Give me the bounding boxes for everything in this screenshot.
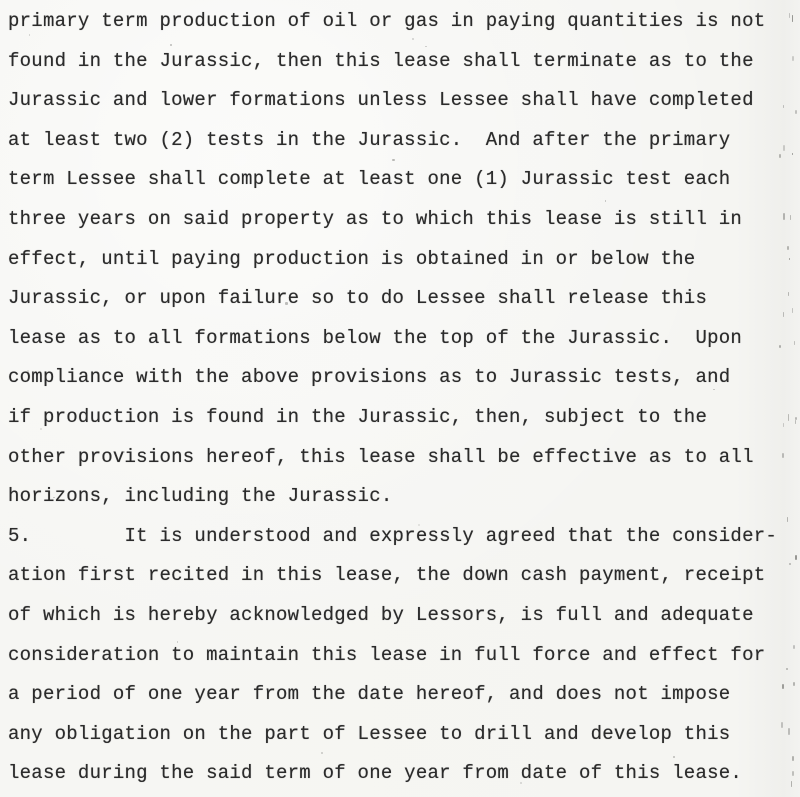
paper-speck (285, 302, 287, 305)
text-line: primary term production of oil or gas in paying quantities is not (8, 10, 766, 32)
paper-speck (412, 38, 414, 40)
paper-speck (392, 159, 394, 161)
scan-speck (789, 258, 790, 261)
paper-speck (53, 497, 55, 498)
scan-speck (795, 110, 797, 114)
scan-speck (791, 781, 792, 786)
text-line: consideration to maintain this lease in full force and effect for (8, 643, 766, 666)
text-line: term Lessee shall complete at least one (1) Jurassic test each (8, 168, 731, 191)
scan-speck (790, 215, 791, 220)
paper-speck (605, 200, 606, 202)
text-line: 5. It is understood and expressly agreed that the consider- (8, 524, 778, 547)
text-line: Jurassic, or upon failure so to do Lessee shall release this (8, 287, 708, 310)
text-line: found in the Jurassic, then this lease shall terminate as to the (8, 49, 754, 72)
text-lines (8, 2, 786, 794)
scan-speck (792, 771, 794, 776)
paper-speck (418, 524, 420, 526)
text-line: ation first recited in this lease, the down cash payment, receipt (8, 564, 766, 587)
scan-speck (788, 292, 789, 296)
scan-speck (789, 13, 790, 18)
text-line: three years on said property as to which this lease is still in (8, 207, 743, 230)
paper-speck (170, 44, 172, 46)
scan-speck (787, 517, 788, 521)
scan-speck (786, 668, 788, 670)
text-line: if production is found in the Jurassic, then, subject to the (8, 405, 708, 428)
text-line: lease as to all formations below the top of the Jurassic. Upon (8, 326, 743, 349)
scan-speck (792, 153, 793, 156)
scan-speck (795, 420, 796, 424)
text-line: any obligation on the part of Lessee to drill and develop this (8, 722, 731, 745)
scan-speck (787, 246, 788, 250)
scan-speck (789, 563, 791, 565)
paper-speck (268, 495, 270, 498)
paper-speck (673, 756, 675, 758)
scan-speck (795, 417, 797, 420)
scan-speck (792, 56, 794, 61)
text-line: effect, until paying production is obtained in or below the (8, 247, 696, 270)
scan-speck (792, 15, 793, 22)
text-line: other provisions hereof, this lease shall be effective as to all (8, 445, 754, 468)
scan-speck (788, 728, 790, 735)
text-line: at least two (2) tests in the Jurassic. And after the primary (8, 128, 731, 151)
scan-speck (793, 645, 795, 649)
scan-speck (795, 555, 797, 559)
scan-speck (792, 308, 793, 313)
text-line: lease during the said term of one year from date of this lease. (8, 762, 743, 785)
scan-speck (794, 341, 795, 345)
text-line: Jurassic and lower formations unless Lessee shall have completed (8, 89, 754, 112)
scan-speck (793, 682, 795, 686)
text-line: of which is hereby acknowledged by Lessors, is full and adequate (8, 603, 754, 626)
text-line: compliance with the above provisions as to Jurassic tests, and (8, 366, 731, 389)
text-line: a period of one year from the date hereof, and does not impose (8, 683, 731, 706)
scan-speck (792, 756, 794, 761)
scan-speck (788, 414, 789, 421)
paper-speck (321, 752, 323, 754)
text-line: horizons, including the Jurassic. (8, 485, 393, 508)
